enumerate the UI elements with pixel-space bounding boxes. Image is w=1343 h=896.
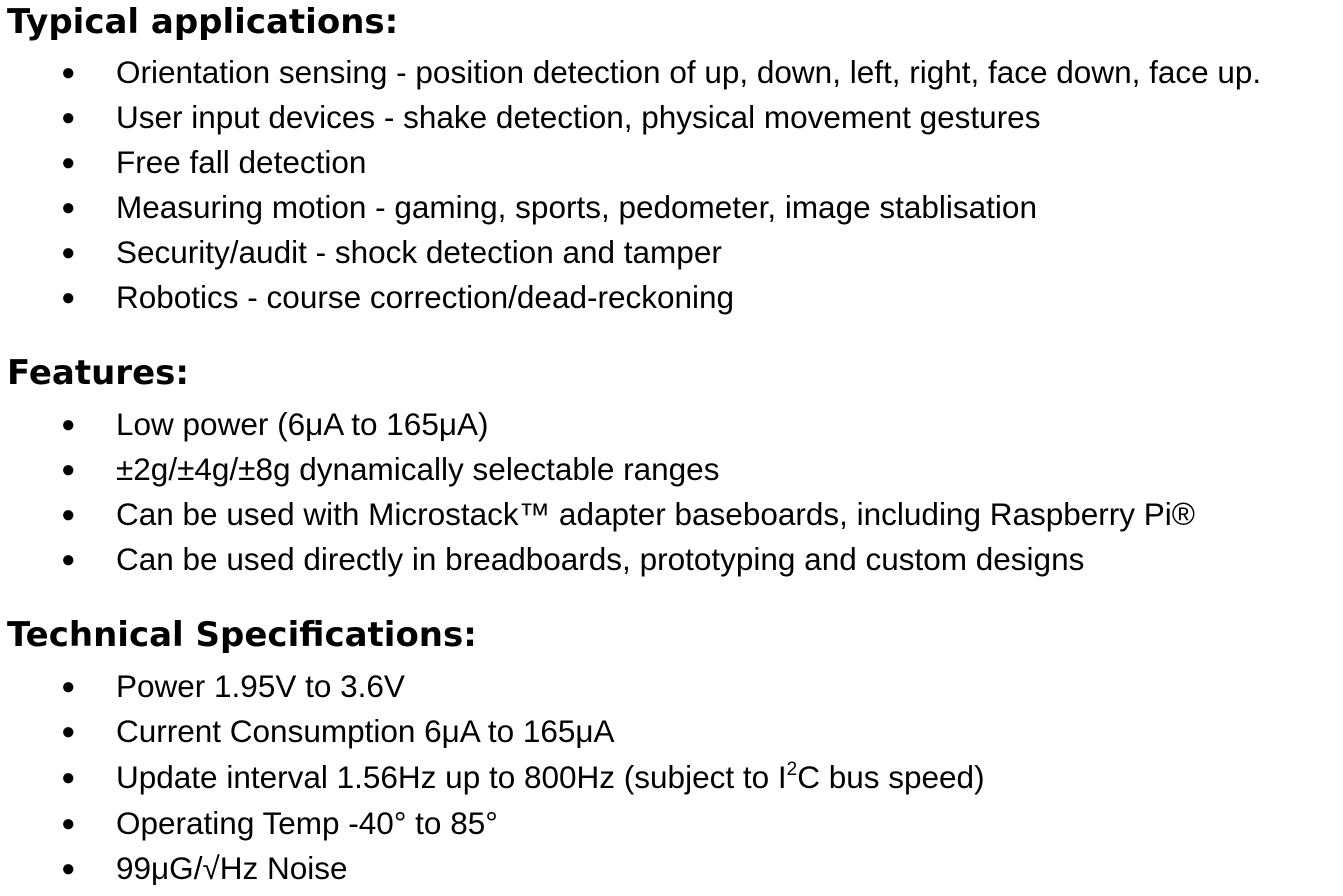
bullet-icon: ● [61, 546, 76, 573]
heading-technical-specifications: Technical Specifications: [7, 615, 477, 655]
bullet-icon: ● [61, 501, 76, 528]
heading-typical-applications: Typical applications: [7, 2, 399, 42]
list-item-text: 99μG/√Hz Noise [116, 850, 348, 886]
list-item-text: Free fall detection [116, 144, 367, 180]
list-item-text: Power 1.95V to 3.6V [116, 668, 405, 704]
list-item-text-part: Update interval 1.56Hz up to 800Hz (subject to I [116, 759, 787, 795]
bullet-icon: ● [61, 239, 76, 266]
list-item-text: ±2g/±4g/±8g dynamically selectable ranges [116, 451, 720, 487]
heading-features: Features: [7, 353, 189, 393]
list-item-text: Orientation sensing - position detection of up, down, left, right, face down, face up. [116, 54, 1262, 90]
bullet-icon: ● [61, 673, 76, 700]
superscript: 2 [786, 758, 798, 780]
bullet-icon: ● [61, 456, 76, 483]
bullet-icon: ● [61, 810, 76, 837]
list-item-text: Can be used with Microstack™ adapter baseboards, including Raspberry Pi® [116, 496, 1195, 532]
bullet-icon: ● [61, 104, 76, 131]
list-item-text: Security/audit - shock detection and tamper [116, 234, 722, 270]
list-item-text: Low power (6μA to 165μA) [116, 406, 489, 442]
bullet-icon: ● [61, 855, 76, 882]
bullet-icon: ● [61, 411, 76, 438]
bullet-icon: ● [61, 194, 76, 221]
list-item-text: Operating Temp -40° to 85° [116, 805, 498, 841]
list-item-text: Robotics - course correction/dead-reckoning [116, 279, 735, 315]
list-item-text-part: C bus speed) [797, 759, 985, 795]
list-item-text: Can be used directly in breadboards, prototyping and custom designs [116, 541, 1085, 577]
list-item-text: User input devices - shake detection, physical movement gestures [116, 99, 1041, 135]
bullet-icon: ● [61, 59, 76, 86]
list-item-text [116, 754, 985, 801]
list-item-text: Current Consumption 6μA to 165μA [116, 713, 615, 749]
bullet-icon: ● [61, 764, 76, 791]
bullet-icon: ● [61, 718, 76, 745]
bullet-icon: ● [61, 284, 76, 311]
list-item-text: Measuring motion - gaming, sports, pedometer, image stablisation [116, 189, 1037, 225]
bullet-icon: ● [61, 149, 76, 176]
